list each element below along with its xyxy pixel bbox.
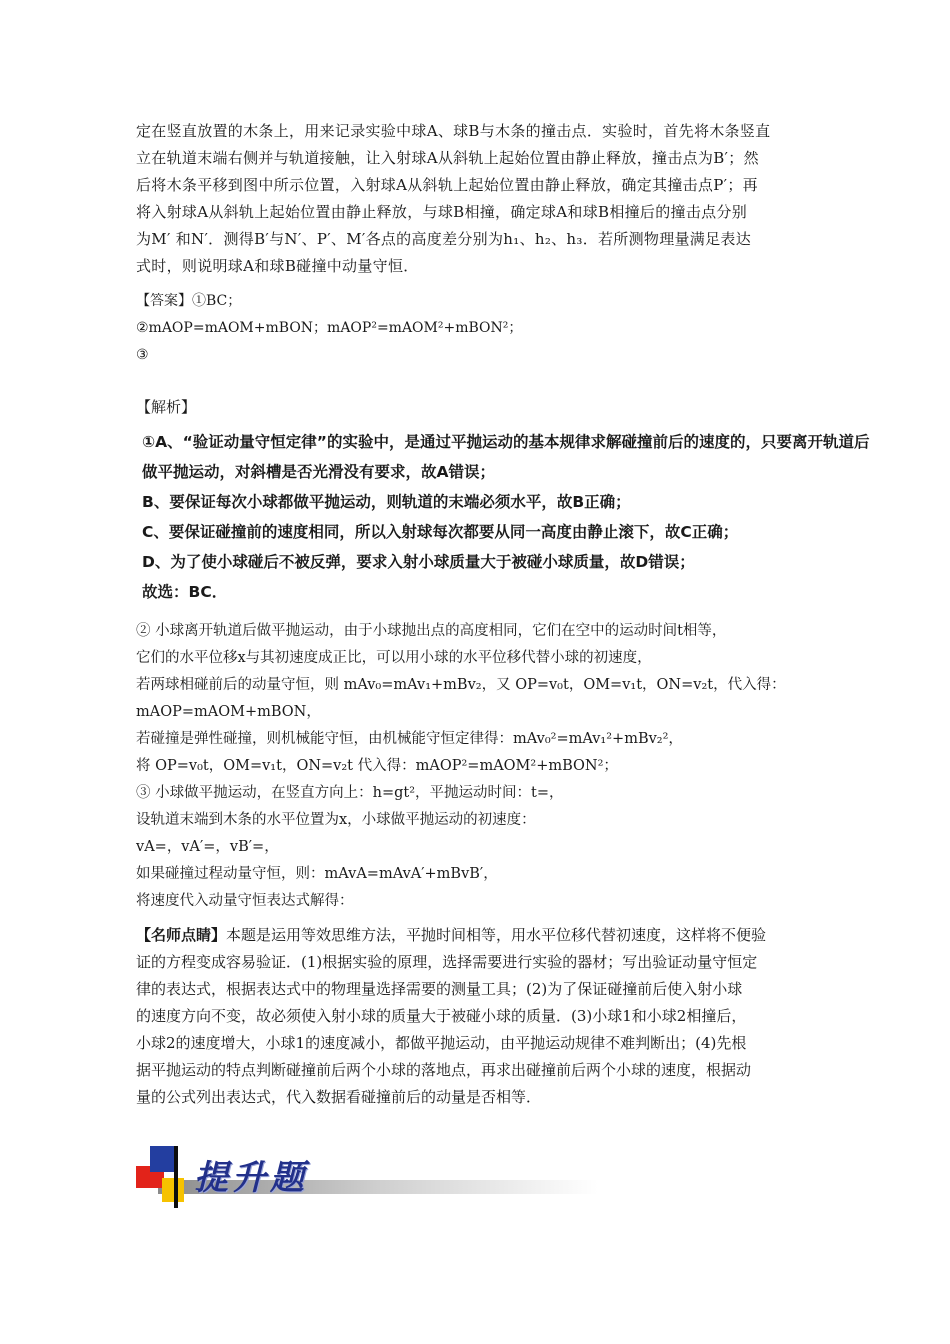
- banner-divider: [174, 1146, 178, 1208]
- tip-line-1: [136, 922, 826, 949]
- answer-section: [136, 288, 816, 369]
- intro-line: 将入射球A从斜轨上起始位置由静止释放，与球B相撞，确定球A和球B相撞后的撞击点分别: [136, 203, 748, 221]
- section-banner: [136, 1146, 606, 1208]
- tip-label: 【名师点睛】: [136, 926, 227, 944]
- analysis-line: vA=，vA′=，vB′=，: [136, 839, 279, 855]
- banner-yellow-square: [162, 1178, 184, 1202]
- tip-text: 本题是运用等效思维方法，平抛时间相等，用水平位移代替初速度，这样将不便验: [226, 926, 767, 944]
- analysis-line: 它们的水平位移x与其初速度成正比，可以用小球的水平位移代替小球的初速度，: [136, 650, 652, 666]
- analysis-bold-line: B、要保证每次小球都做平抛运动，则轨道的末端必须水平，故B正确；: [142, 493, 631, 511]
- analysis-bold-line: 故选：BC．: [142, 583, 228, 601]
- intro-line: 式时，则说明球A和球B碰撞中动量守恒．: [136, 257, 419, 275]
- analysis-line: 若碰撞是弹性碰撞，则机械能守恒，由机械能守恒定律得：mAv₀²=mAv₁²+mBv₂²，: [136, 731, 683, 747]
- analysis-label: 【解析】: [136, 398, 197, 416]
- intro-line: 立在轨道末端右侧并与轨道接触，让入射球A从斜轨上起始位置由静止释放，撞击点为B′；然: [136, 149, 759, 167]
- analysis-bold-line: D、为了使小球碰后不被反弹，要求入射小球质量大于被碰小球质量，故D错误；: [142, 553, 695, 571]
- analysis-line: 若两球相碰前后的动量守恒，则 mAv₀=mAv₁+mBv₂，又 OP=v₀t，OM=v₁t，ON=v₂t，代入得：: [136, 677, 786, 693]
- tip-line: 的速度方向不变，故必须使入射小球的质量大于被碰小球的质量．(3)小球1和小球2相撞后，: [136, 1007, 747, 1025]
- tip-section: [136, 922, 826, 1111]
- tip-line: 证的方程变成容易验证．(1)根据实验的原理，选择需要进行实验的器材；写出验证动量守恒定: [136, 953, 758, 971]
- tip-line: 据平抛运动的特点判断碰撞前后两个小球的落地点，再求出碰撞前后两个小球的速度，根据动: [136, 1061, 752, 1079]
- intro-paragraph: [136, 118, 816, 280]
- tip-line: 小球2的速度增大，小球1的速度减小，都做平抛运动，由平抛运动规律不难判断出；(4)先根: [136, 1034, 747, 1052]
- analysis-line: ② 小球离开轨道后做平抛运动，由于小球抛出点的高度相同，它们在空中的运动时间t相等，: [136, 623, 727, 639]
- tip-line: 量的公式列出表达式，代入数据看碰撞前后的动量是否相等．: [136, 1088, 542, 1106]
- analysis-bold-line: ①A、“验证动量守恒定律”的实验中，是通过平抛运动的基本规律求解碰撞前后的速度的，只要离开轨道后: [142, 433, 870, 451]
- analysis-line: 将 OP=v₀t，OM=v₁t，ON=v₂t 代入得：mAOP²=mAOM²+mBON²；: [136, 758, 618, 774]
- answer-line-3: ③: [136, 347, 149, 363]
- analysis-line: mAOP=mAOM+mBON，: [136, 704, 321, 720]
- analysis-line: 设轨道末端到木条的水平位置为x，小球做平抛运动的初速度：: [136, 812, 536, 828]
- analysis-block: [136, 618, 836, 915]
- analysis-bold-line: C、要保证碰撞前的速度相同，所以入射球每次都要从同一高度由静止滚下，故C正确；: [142, 523, 739, 541]
- analysis-line: ③ 小球做平抛运动，在竖直方向上：h=gt²，平抛运动时间：t=，: [136, 785, 564, 801]
- intro-line: 后将木条平移到图中所示位置，入射球A从斜轨上起始位置由静止释放，确定其撞击点P′；再: [136, 176, 758, 194]
- analysis-bold-block: [142, 427, 902, 607]
- analysis-bold-line: 做平抛运动，对斜槽是否光滑没有要求，故A错误；: [142, 463, 495, 481]
- answer-text: ①BC；: [192, 293, 242, 309]
- tip-line: 律的表达式，根据表达式中的物理量选择需要的测量工具；(2)为了保证碰撞前后使入射小球: [136, 980, 743, 998]
- analysis-line: 将速度代入动量守恒表达式解得：: [136, 893, 354, 909]
- analysis-line: 如果碰撞过程动量守恒，则：mAvA=mAvA′+mBvB′，: [136, 866, 498, 882]
- intro-line: 定在竖直放置的木条上，用来记录实验中球A、球B与木条的撞击点．实验时，首先将木条竖直: [136, 122, 771, 140]
- answer-line-2: ②mAOP=mAOM+mBON；mAOP²=mAOM²+mBON²；: [136, 320, 523, 336]
- banner-title: 提升题: [194, 1158, 308, 1198]
- banner-blue-square: [150, 1146, 174, 1172]
- answer-label: 【答案】: [136, 293, 192, 309]
- answer-line-1: [136, 288, 816, 315]
- intro-line: 为M′ 和N′．测得B′与N′、P′、M′各点的高度差分别为h₁、h₂、h₃．若所测物理量满足表达: [136, 230, 752, 248]
